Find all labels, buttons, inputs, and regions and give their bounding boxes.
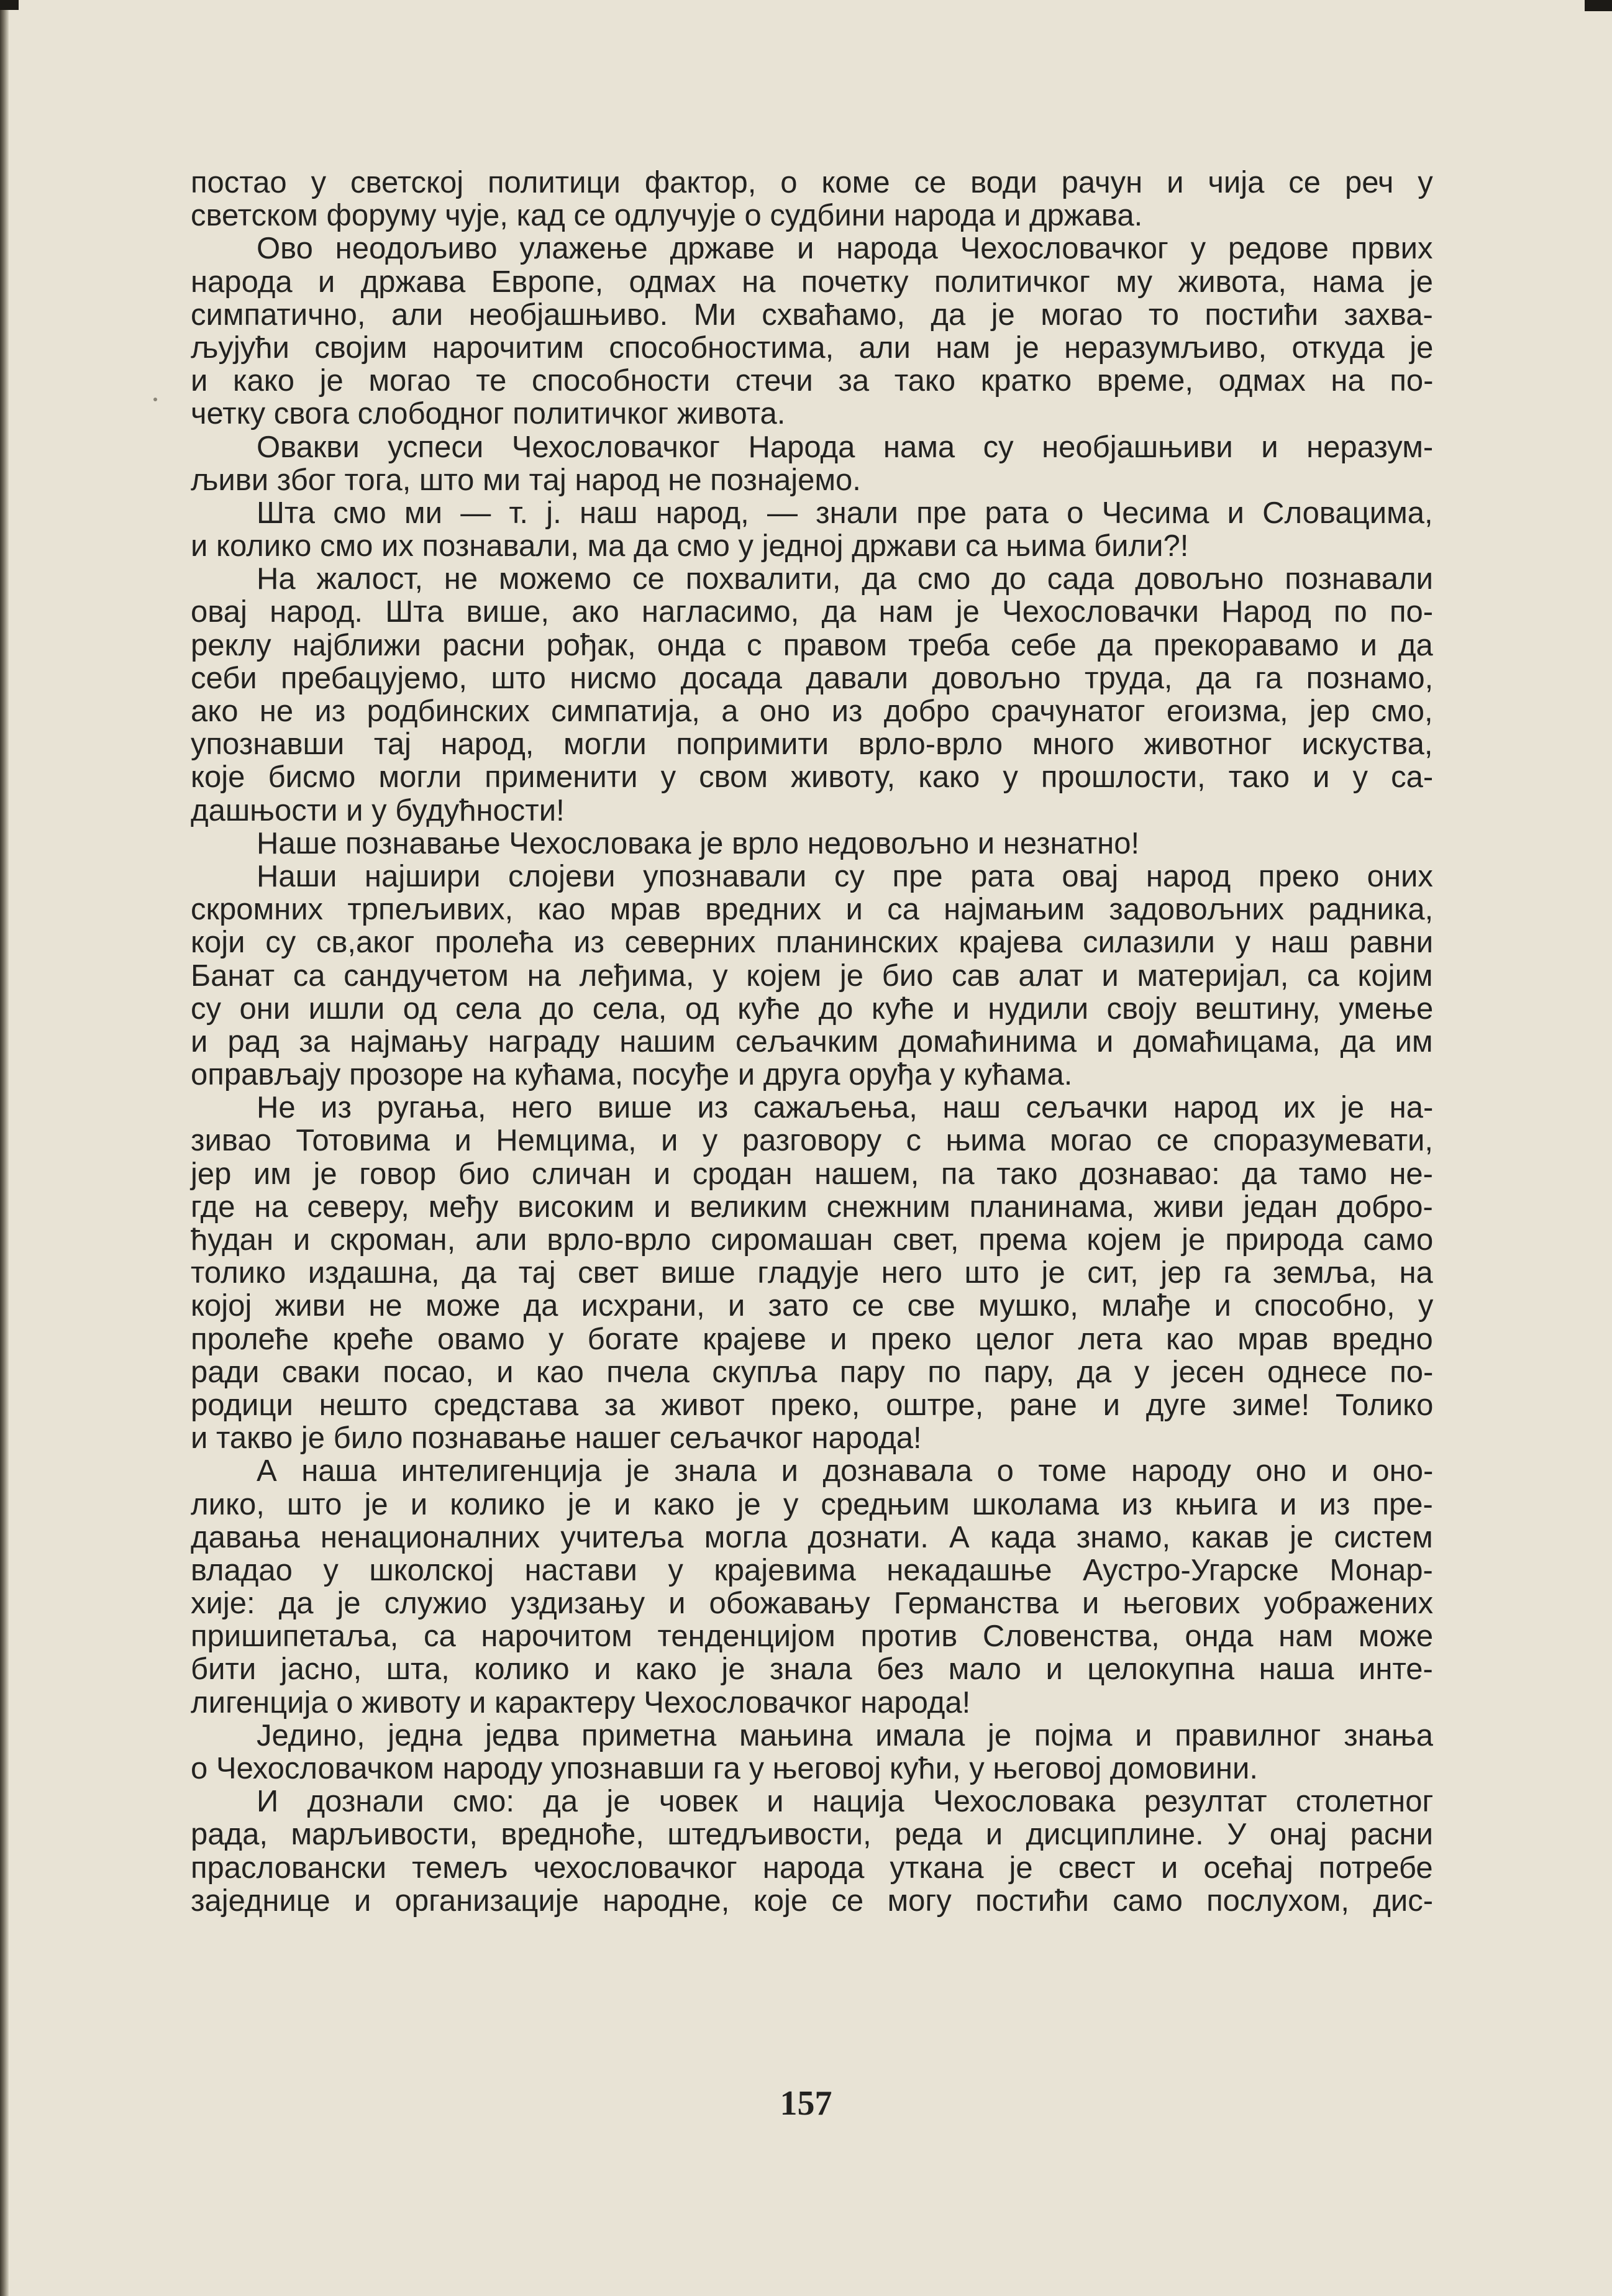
text-line: који су св,аког пролећа из северних планинских крајева силазили у наш равни xyxy=(191,926,1434,960)
text-line: Овакви успеси Чехословачког Народа нама су необјашњиви и неразум- xyxy=(257,430,1434,464)
text-line: пришипетаља, са нарочитом тенденцијом против Словенства, онда нам може xyxy=(191,1620,1434,1654)
text-line: реклу најближи расни рођак, онда с правом треба себе да прекоравамо и да xyxy=(191,628,1433,662)
text-line: јер им је говор био сличан и сродан нашем, па тако дознавао: да тамо не- xyxy=(191,1157,1433,1191)
text-line: и рад за најмању награду нашим сељачким домаћинима и домаћицама, да им xyxy=(191,1024,1433,1059)
text-line: четку свога слободног политичког живота. xyxy=(191,397,786,431)
text-line: којој живи не може да исхрани, и зато се све мушко, млађе и способно, у xyxy=(191,1289,1434,1323)
text-line: рада, марљивости, вредноће, штедљивости, реда и дисциплине. У онај расни xyxy=(191,1818,1433,1852)
text-line: и такво је било познавање нашег сељачког народа! xyxy=(191,1421,922,1456)
text-line: овај народ. Шта више, ако нагласимо, да нам је Чехословачки Народ по по- xyxy=(191,595,1434,629)
text-line: ако не из родбинских симпатија, а оно из добро срачунатог егоизма, јер смо, xyxy=(191,695,1433,728)
text-line: народа и држава Европе, одмах на почетку политичког му живота, нама је xyxy=(191,265,1434,299)
text-line: оправљају прозоре на кућама, посуђе и друга оруђа у кућама. xyxy=(191,1058,1073,1092)
page-binding-edge xyxy=(0,0,9,2296)
body-text xyxy=(191,166,1433,1918)
text-line: толико издашна, да тај свет више гладује него што је сит, јер га земља, на xyxy=(191,1256,1433,1290)
text-line: скромних трпељивих, као мрав вредних и са најмањим задовољних радника, xyxy=(191,893,1434,927)
text-line: које бисмо могли применити у свом животу, како у прошлости, тако и у са- xyxy=(191,760,1434,795)
text-line: зивао Тотовима и Немцима, и у разговору с њима могао се споразумевати, xyxy=(191,1124,1434,1158)
text-line: родици нешто средстава за живот преко, оштре, ране и дуге зиме! Толико xyxy=(191,1388,1434,1422)
text-line: лигенција о животу и карактеру Чехословачког народа! xyxy=(191,1685,971,1720)
text-line: Наши најшири слојеви упознавали су пре рата овај народ преко оних xyxy=(257,859,1433,893)
text-line: љиви због тога, што ми тај народ не познајемо. xyxy=(191,463,861,497)
text-line: су они ишли од села до села, од куће до куће и нудили своју вештину, умење xyxy=(191,991,1434,1026)
text-line: А наша интелигенција је знала и дознавала о томе народу оно и оно- xyxy=(257,1454,1434,1488)
text-line: ради сваки посао, и као пчела скупља пару по пару, да у јесен однесе по- xyxy=(191,1355,1434,1389)
text-line: пролеће креће овамо у богате крајеве и преко целог лета као мрав вредно xyxy=(191,1322,1433,1356)
text-line: И дознали смо: да је човек и нација Чехословака резултат столетног xyxy=(257,1785,1434,1819)
text-line: владао у школској настави у крајевима некадашње Аустро-Угарске Монар- xyxy=(191,1553,1433,1587)
text-line: Банат са сандучетом на леђима, у којем је био сав алат и материјал, са којим xyxy=(191,959,1433,993)
text-line: заједнице и организације народне, које се могу постићи само послухом, дис- xyxy=(191,1884,1434,1918)
text-line: ћудан и скроман, али врло-врло сиромашан свет, према којем је природа само xyxy=(191,1223,1434,1257)
text-line: и колико смо их познавали, ма да смо у једној држави са њима били?! xyxy=(191,529,1189,563)
text-line: Не из ругања, него више из сажаљења, наш сељачки народ их је на- xyxy=(257,1091,1434,1125)
text-line: љујући својим нарочитим способностима, али нам је неразумљиво, откуда је xyxy=(191,330,1434,365)
text-line: Ово неодољиво улажење државе и народа Чехословачког у редове првих xyxy=(257,232,1433,266)
text-line: и како је могао те способности стечи за тако кратко време, одмах на по- xyxy=(191,364,1434,398)
margin-mark xyxy=(153,398,157,401)
text-line: Једино, једна једва приметна мањина имала је појма и правилног знања xyxy=(257,1718,1434,1752)
text-line: постао у светској политици фактор, о коме се води рачун и чија се реч у xyxy=(191,166,1433,199)
text-line: хије: да је служио уздизању и обожавању Германства и његових уображених xyxy=(191,1587,1434,1621)
text-line: лико, што је и колико је и како је у средњим школама из књига и из пре- xyxy=(191,1487,1433,1521)
scan-corner-top-left xyxy=(0,0,19,10)
text-line: себи пребацујемо, што нисмо досада давали довољно труда, да га познамо, xyxy=(191,661,1434,695)
page-number: 157 xyxy=(780,2084,832,2123)
text-line: Шта смо ми — т. ј. наш народ, — знали пре рата о Чесима и Словацима, xyxy=(257,496,1433,530)
text-line: упознавши тај народ, могли попримити врло-врло много животног искуства, xyxy=(191,727,1433,762)
text-line: бити јасно, шта, колико и како је знала без мало и целокупна наша инте- xyxy=(191,1652,1433,1687)
text-line: Наше познавање Чехословака је врло недовољно и незнатно! xyxy=(257,826,1140,860)
text-line: симпатично, али необјашњиво. Ми схваћамо, да је могао то постићи захва- xyxy=(191,298,1433,332)
text-line: о Чехословачком народу упознавши га у његовој кући, у његовој домовини. xyxy=(191,1752,1258,1785)
text-line: На жалост, не можемо се похвалити, да смо до сада довољно познавали xyxy=(257,562,1433,596)
text-line: где на северу, међу високим и великим снежним планинама, живи један добро- xyxy=(191,1190,1433,1224)
text-line: прасловански темељ чехословачког народа уткана је свест и осећај потребе xyxy=(191,1851,1433,1885)
text-line: давања ненационалних учитеља могла дознати. А када знамо, какав је систем xyxy=(191,1520,1433,1554)
scan-corner-top-right xyxy=(1585,0,1612,11)
text-line: светском форуму чује, кад се одлучује о судбини народа и држава. xyxy=(191,199,1143,233)
text-line: дашњости и у будућности! xyxy=(191,793,565,827)
